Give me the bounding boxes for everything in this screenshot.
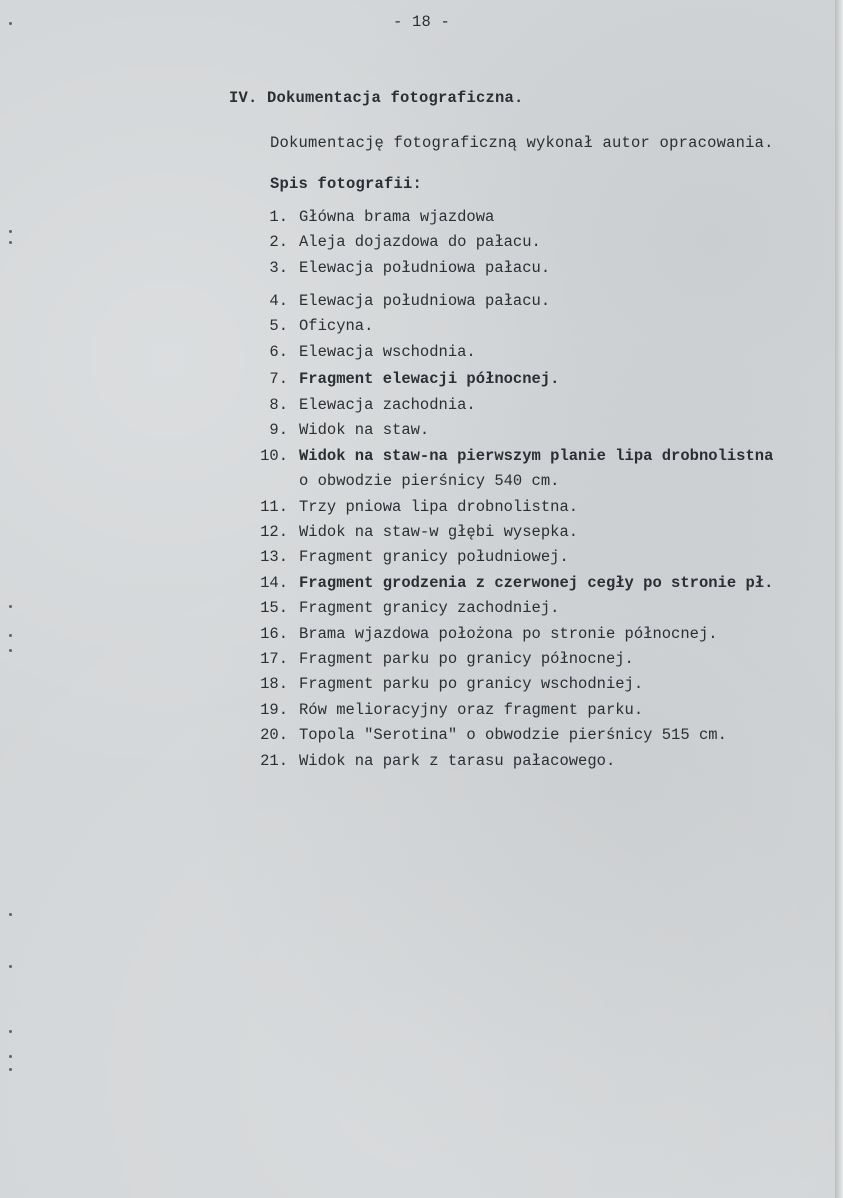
list-item-number: 1. — [269, 208, 288, 226]
list-item-number: 5. — [269, 317, 288, 335]
list-item-caption: Brama wjazdowa położona po stronie północnej. — [299, 625, 718, 643]
page-edge — [835, 0, 843, 1198]
list-item-number: 4. — [269, 292, 288, 310]
list-item-caption: Widok na staw. — [299, 421, 430, 439]
list-item-number: 7. — [269, 370, 288, 388]
list-item-number: 3. — [269, 259, 288, 277]
list-item-number: 14. — [260, 574, 288, 592]
list-item-number: 17. — [260, 650, 288, 668]
list-item-number: 8. — [269, 396, 288, 414]
list-item-number: 21. — [260, 752, 288, 770]
list-item-caption: Trzy pniowa lipa drobnolistna. — [299, 498, 579, 516]
list-title: Spis fotografii: — [270, 175, 423, 193]
list-item-number: 13. — [260, 548, 288, 566]
list-item-caption: Elewacja południowa pałacu. — [299, 292, 551, 310]
list-item-caption: Widok na staw-w głębi wysepka. — [299, 523, 579, 541]
list-item-number: 12. — [260, 523, 288, 541]
list-item-number: 18. — [260, 675, 288, 693]
list-item-caption: Fragment granicy południowej. — [299, 548, 569, 566]
list-item-caption: Fragment granicy zachodniej. — [299, 599, 560, 617]
list-item-number: 11. — [260, 498, 288, 516]
list-item-caption: Widok na park z tarasu pałacowego. — [299, 752, 616, 770]
list-item-number: 20. — [260, 726, 288, 744]
list-item-caption: Elewacja południowa pałacu. — [299, 259, 551, 277]
list-item-number: 9. — [269, 421, 288, 439]
list-item-caption: Fragment elewacji północnej. — [299, 370, 560, 388]
list-item-caption: Główna brama wjazdowa — [299, 208, 495, 226]
list-item-caption: Topola "Serotina" o obwodzie pierśnicy 515 cm. — [299, 726, 727, 744]
list-item-caption: Fragment parku po granicy wschodniej. — [299, 675, 644, 693]
list-item-caption: Fragment parku po granicy północnej. — [299, 650, 634, 668]
list-item-number: 10. — [260, 447, 288, 465]
list-item-continuation: o obwodzie pierśnicy 540 cm. — [299, 472, 560, 490]
list-item-caption: Fragment grodzenia z czerwonej cegły po stronie pł. — [299, 574, 774, 592]
page-number: - 18 - — [393, 13, 451, 31]
list-item-caption: Rów melioracyjny oraz fragment parku. — [299, 701, 644, 719]
list-item-caption: Elewacja zachodnia. — [299, 396, 476, 414]
author-note: Dokumentację fotograficzną wykonał autor opracowania. — [270, 134, 774, 152]
list-item-caption: Widok na staw-na pierwszym planie lipa drobnolistna — [299, 447, 774, 465]
list-item-number: 16. — [260, 625, 288, 643]
list-item-caption: Aleja dojazdowa do pałacu. — [299, 233, 541, 251]
list-item-caption: Elewacja wschodnia. — [299, 343, 476, 361]
section-heading: IV. Dokumentacja fotograficzna. — [229, 89, 524, 107]
list-item-number: 2. — [269, 233, 288, 251]
list-item-number: 19. — [260, 701, 288, 719]
list-item-caption: Oficyna. — [299, 317, 374, 335]
list-item-number: 6. — [269, 343, 288, 361]
list-item-number: 15. — [260, 599, 288, 617]
